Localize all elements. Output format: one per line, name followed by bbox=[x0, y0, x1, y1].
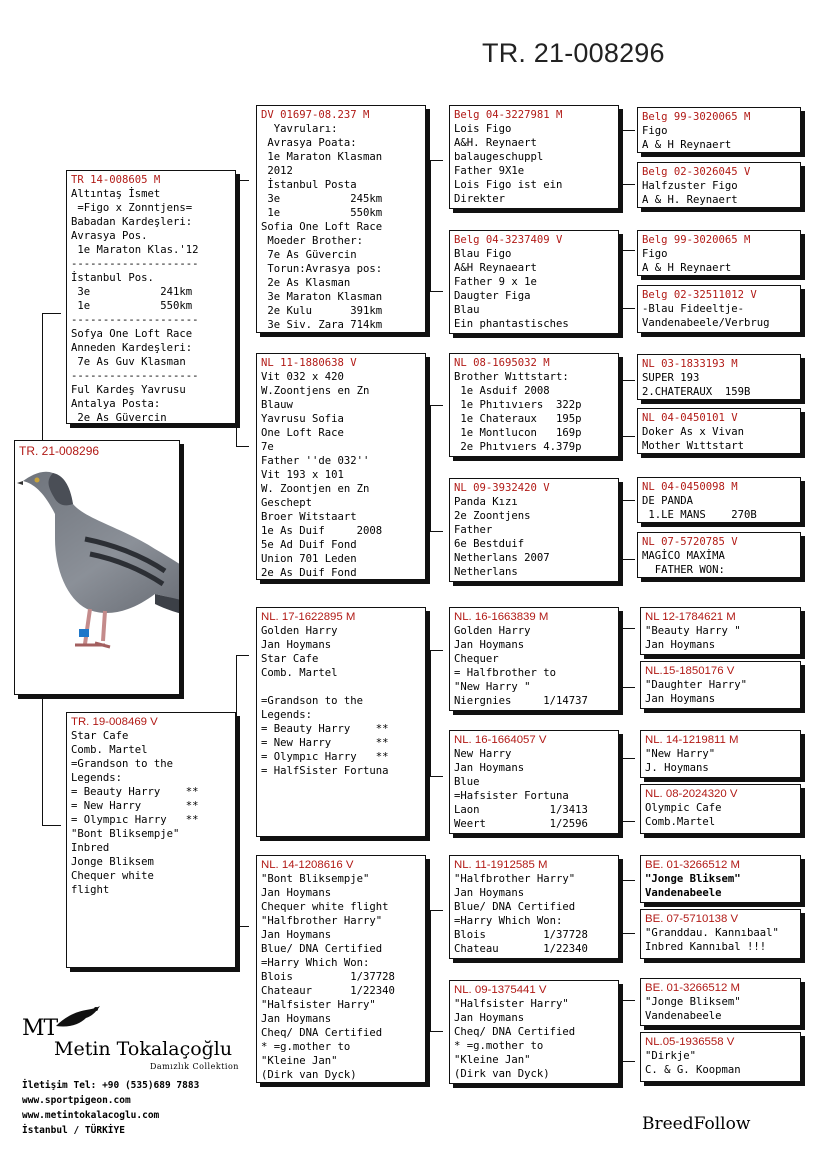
gggp-ring-3: Belg 99-3020065 M bbox=[642, 234, 751, 246]
text-line: Olympic Cafe bbox=[645, 802, 722, 814]
text-line: Jan Hoymans bbox=[261, 887, 332, 899]
text-line: Brother Wıttstart: bbox=[454, 371, 569, 383]
text-line: Star Cafe bbox=[261, 653, 319, 665]
connector bbox=[622, 130, 635, 185]
text-line: 7e As Guv Klasman bbox=[71, 356, 186, 368]
text-line: Chateau 1/22340 bbox=[454, 943, 588, 955]
gggp-info-14 bbox=[645, 926, 796, 954]
gggp-card-5 bbox=[637, 354, 801, 400]
text-line: Blue/ DNA Certified bbox=[454, 901, 576, 913]
text-line: Golden Harry bbox=[454, 625, 531, 637]
ggp-mfm-ring: NL. 16-1664057 V bbox=[454, 734, 547, 746]
connector bbox=[622, 758, 635, 822]
maternal-grandfather-card bbox=[256, 607, 426, 837]
text-line: Ful Kardeş Yavrusu bbox=[71, 384, 186, 396]
text-line: www.metintokalacoglu.com bbox=[22, 1110, 160, 1121]
text-line: = Beauty Harry ** bbox=[261, 723, 389, 735]
text-line: 2e As Klasman bbox=[261, 277, 351, 289]
text-line: "Dirkje" bbox=[645, 1050, 697, 1062]
text-line: Blois 1/37728 bbox=[261, 971, 395, 983]
gggp-info-10 bbox=[645, 678, 796, 706]
gggp-ring-16: NL.05-1936558 V bbox=[645, 1036, 735, 1048]
text-line: Chateaur 1/22340 bbox=[261, 985, 395, 997]
text-line: "New Harry " bbox=[454, 681, 531, 693]
text-line: Union 701 Leden bbox=[261, 553, 357, 565]
gggp-card-3 bbox=[637, 230, 801, 276]
ggp-fff-ring: Belg 04-3227981 M bbox=[454, 109, 563, 121]
text-line: SUPER 193 bbox=[642, 372, 700, 384]
gggp-info-13 bbox=[645, 872, 796, 900]
gggp-card-2 bbox=[637, 162, 801, 208]
ggp-fff-info bbox=[454, 122, 614, 206]
text-line: Lois Figo bbox=[454, 123, 512, 135]
text-line: Anneden Kardeşleri: bbox=[71, 342, 193, 354]
text-line: Weert 1/2596 bbox=[454, 818, 588, 830]
text-line: "Halfsister Harry" bbox=[261, 999, 376, 1011]
paternal-grandfather-info bbox=[261, 122, 421, 332]
text-line: (Dirk van Dyck) bbox=[261, 1069, 357, 1081]
text-line: =Grandson to the bbox=[71, 758, 174, 770]
text-line: "Bont Bliksempje" bbox=[71, 828, 180, 840]
breeder-name: Metin Tokalaçoğlu bbox=[54, 1038, 233, 1060]
text-line: =Grandson to the bbox=[261, 695, 364, 707]
text-line: =Harry Which Won: bbox=[454, 915, 563, 927]
text-line: A & H Reynaert bbox=[642, 262, 732, 274]
ggp-fmf-card bbox=[449, 353, 619, 457]
ggp-mmm-ring: NL. 09-1375441 V bbox=[454, 984, 547, 996]
gggp-ring-13: BE. 01-3266512 M bbox=[645, 859, 740, 871]
text-line: -------------------- bbox=[71, 258, 199, 270]
connector bbox=[430, 910, 443, 1032]
father-info bbox=[71, 187, 231, 424]
gggp-ring-5: NL 03-1833193 M bbox=[642, 358, 738, 370]
mother-ring: TR. 19-008469 V bbox=[71, 716, 158, 728]
gggp-ring-4: Belg 02-32511012 V bbox=[642, 289, 757, 301]
text-line: Blau bbox=[454, 304, 480, 316]
ggp-ffm-info bbox=[454, 247, 614, 331]
text-line: Halfzuster Figo bbox=[642, 180, 738, 192]
text-line: 1e Chateraux 195p bbox=[454, 413, 582, 425]
logo-mark: MT bbox=[22, 1016, 58, 1041]
text-line: Laon 1/3413 bbox=[454, 804, 588, 816]
gggp-ring-12: NL. 08-2024320 V bbox=[645, 788, 738, 800]
text-line: "New Harry" bbox=[645, 748, 716, 760]
gggp-info-9 bbox=[645, 624, 796, 652]
text-line: W. Zoontjen en Zn bbox=[261, 483, 370, 495]
ggp-mmm-info bbox=[454, 997, 614, 1081]
text-line: "Bont Bliksempje" bbox=[261, 873, 370, 885]
ggp-mfm-card bbox=[449, 730, 619, 834]
connector bbox=[236, 180, 249, 447]
ggp-fmm-card bbox=[449, 478, 619, 582]
text-line: 1e 550km bbox=[71, 300, 193, 312]
text-line: Jan Hoymans bbox=[261, 1013, 332, 1025]
text-line: Geschept bbox=[261, 497, 313, 509]
text-line: * =g.mother to bbox=[261, 1041, 351, 1053]
text-line: Vandenabeele/Verbrug bbox=[642, 317, 770, 329]
gggp-card-12 bbox=[640, 784, 801, 834]
text-line: Blois 1/37728 bbox=[454, 929, 588, 941]
ggp-mmf-info bbox=[454, 872, 614, 956]
text-line: Jan Hoymans bbox=[261, 639, 332, 651]
text-line: 1e Phıtıvıers 322p bbox=[454, 399, 582, 411]
maternal-grandmother-ring: NL. 14-1208616 V bbox=[261, 859, 354, 871]
connector bbox=[622, 880, 635, 934]
ggp-mff-ring: NL. 16-1663839 M bbox=[454, 611, 549, 623]
connector bbox=[42, 313, 61, 440]
gggp-info-16 bbox=[645, 1049, 796, 1077]
text-line: Vandenabeele bbox=[645, 887, 722, 899]
text-line: Blauw bbox=[261, 399, 293, 411]
text-line: Torun:Avrasya pos: bbox=[261, 263, 383, 275]
gggp-card-14 bbox=[640, 909, 801, 959]
gggp-info-5 bbox=[642, 371, 796, 399]
ggp-mmf-ring: NL. 11-1912585 M bbox=[454, 859, 548, 871]
connector bbox=[622, 500, 635, 560]
ggp-mff-info bbox=[454, 624, 614, 708]
text-line: DE PANDA bbox=[642, 495, 694, 507]
text-line: Comb. Martel bbox=[261, 667, 338, 679]
text-line: 2e Zoontjens bbox=[454, 510, 531, 522]
gggp-card-9 bbox=[640, 607, 801, 655]
text-line: Chequer white bbox=[71, 870, 154, 882]
text-line: Father 9X1e bbox=[454, 165, 525, 177]
pigeon-photo bbox=[15, 459, 180, 669]
text-line: 5e Ad Duif Fond bbox=[261, 539, 357, 551]
gggp-card-16 bbox=[640, 1032, 801, 1082]
ggp-fmf-ring: NL 08-1695032 M bbox=[454, 357, 550, 369]
text-line: Direkter bbox=[454, 193, 506, 205]
gggp-ring-6: NL 04-0450101 V bbox=[642, 412, 738, 424]
text-line: New Harry bbox=[454, 748, 512, 760]
subject-bird-card bbox=[14, 440, 180, 695]
text-line: balaugeschuppl bbox=[454, 151, 544, 163]
gggp-ring-7: NL 04-0450098 M bbox=[642, 481, 738, 493]
text-line: Babadan Kardeşleri: bbox=[71, 216, 193, 228]
text-line: = New Harry ** bbox=[261, 737, 389, 749]
text-line: "Kleine Jan" bbox=[454, 1054, 531, 1066]
text-line: İstanbul Pos. bbox=[71, 272, 154, 284]
text-line: Jan Hoymans bbox=[454, 887, 525, 899]
text-line: Inbred bbox=[71, 842, 110, 854]
text-line: "Granddau. Kannıbaal" bbox=[645, 927, 779, 939]
gggp-ring-1: Belg 99-3020065 M bbox=[642, 111, 751, 123]
text-line: MAGİCO MAXİMA bbox=[642, 550, 725, 562]
gggp-info-12 bbox=[645, 801, 796, 829]
gggp-card-1 bbox=[637, 107, 801, 153]
text-line: = New Harry ** bbox=[71, 800, 199, 812]
text-line: (Dirk van Dyck) bbox=[454, 1068, 550, 1080]
gggp-card-6 bbox=[637, 408, 801, 454]
text-line: =Hafsister Fortuna bbox=[454, 790, 569, 802]
gggp-info-2 bbox=[642, 179, 796, 207]
text-line: =Figo x Zonntjens= bbox=[71, 202, 193, 214]
gggp-ring-10: NL.15-1850176 V bbox=[645, 665, 735, 677]
ggp-fff-card bbox=[449, 105, 619, 209]
gggp-info-1 bbox=[642, 124, 796, 152]
ggp-mff-card bbox=[449, 607, 619, 711]
connector bbox=[430, 405, 443, 532]
ggp-ffm-card bbox=[449, 230, 619, 334]
maternal-grandmother-info bbox=[261, 872, 421, 1082]
ggp-mmf-card bbox=[449, 855, 619, 959]
text-line: Legends: bbox=[71, 772, 123, 784]
text-line: İstanbul / TÜRKİYE bbox=[22, 1125, 125, 1136]
text-line: 1e Asduif 2008 bbox=[454, 385, 550, 397]
gggp-card-15 bbox=[640, 978, 801, 1026]
mother-info bbox=[71, 729, 231, 897]
text-line: Blau Figo bbox=[454, 248, 512, 260]
text-line: "Halfbrother Harry" bbox=[261, 915, 383, 927]
text-line: 2e As Duif Fond bbox=[261, 567, 357, 579]
gggp-ring-9: NL 12-1784621 M bbox=[645, 611, 736, 623]
text-line: Legends: bbox=[261, 709, 313, 721]
text-line: "Halfsister Harry" bbox=[454, 998, 569, 1010]
gggp-ring-8: NL 07-5720785 V bbox=[642, 536, 738, 548]
text-line: -Blau Fideeltje- bbox=[642, 303, 745, 315]
pigeon-logo-icon bbox=[52, 1004, 102, 1032]
text-line: Jan Hoymans bbox=[454, 762, 525, 774]
father-ring: TR 14-008605 M bbox=[71, 174, 161, 186]
gggp-card-8 bbox=[637, 532, 801, 578]
text-line: Jan Hoymans bbox=[261, 929, 332, 941]
text-line: 1e As Duif 2008 bbox=[261, 525, 383, 537]
gggp-ring-15: BE. 01-3266512 M bbox=[645, 982, 740, 994]
text-line: "Beauty Harry " bbox=[645, 625, 741, 637]
text-line: 2012 bbox=[261, 165, 293, 177]
text-line: "Jonge Bliksem" bbox=[645, 873, 741, 885]
text-line: 2e As Güvercin bbox=[71, 412, 167, 424]
text-line: Mother Wıttstart bbox=[642, 440, 745, 452]
text-line: Avrasya Pos. bbox=[71, 230, 148, 242]
text-line: = Olympıc Harry ** bbox=[71, 814, 199, 826]
text-line: Jan Hoymans bbox=[454, 639, 525, 651]
ggp-mmm-card bbox=[449, 980, 619, 1084]
text-line: One Loft Race bbox=[261, 427, 344, 439]
text-line: C. & G. Koopman bbox=[645, 1064, 741, 1076]
text-line: 7e bbox=[261, 441, 274, 453]
text-line: Sofia One Loft Race bbox=[261, 221, 383, 233]
text-line: 3e Maraton Klasman bbox=[261, 291, 383, 303]
text-line: = HalfSister Fortuna bbox=[261, 765, 389, 777]
text-line: Jan Hoymans bbox=[645, 693, 716, 705]
text-line: 1.LE MANS 270B bbox=[642, 509, 757, 521]
gggp-ring-14: BE. 07-5710138 V bbox=[645, 913, 739, 925]
gggp-card-10 bbox=[640, 661, 801, 709]
paternal-grandfather-card bbox=[256, 105, 426, 333]
text-line: Father 9 x 1e bbox=[454, 276, 537, 288]
text-line: A & H Reynaert bbox=[642, 139, 732, 151]
connector bbox=[622, 380, 635, 437]
text-line: Star Cafe bbox=[71, 730, 129, 742]
text-line: "Halfbrother Harry" bbox=[454, 873, 576, 885]
text-line: -------------------- bbox=[71, 370, 199, 382]
text-line: Chequer bbox=[454, 653, 499, 665]
text-line: Cheq/ DNA Certified bbox=[454, 1026, 576, 1038]
ggp-fmm-ring: NL 09-3932420 V bbox=[454, 482, 550, 494]
text-line: A&H. Reynaert bbox=[454, 137, 537, 149]
ggp-ffm-ring: Belg 04-3237409 V bbox=[454, 234, 563, 246]
text-line: Father bbox=[454, 524, 493, 536]
subject-bird-code: TR. 21-008296 bbox=[19, 444, 100, 458]
text-line: Doker As x Vivan bbox=[642, 426, 745, 438]
connector bbox=[622, 1000, 635, 1062]
gggp-info-8 bbox=[642, 549, 796, 577]
gggp-info-15 bbox=[645, 995, 796, 1023]
connector bbox=[430, 160, 443, 292]
gggp-info-7 bbox=[642, 494, 796, 522]
maternal-grandfather-info bbox=[261, 624, 421, 778]
page-title: TR. 21-008296 bbox=[482, 38, 665, 68]
text-line: Niergnies 1/14737 bbox=[454, 695, 588, 707]
text-line: Figo bbox=[642, 248, 668, 260]
text-line: 7e As Güvercin bbox=[261, 249, 357, 261]
maternal-grandmother-card bbox=[256, 855, 426, 1083]
text-line: Sofya One Loft Race bbox=[71, 328, 193, 340]
gggp-card-13 bbox=[640, 855, 801, 903]
text-line: 6e Bestduif bbox=[454, 538, 525, 550]
text-line: Inbred Kannıbal !!! bbox=[645, 941, 767, 953]
text-line: Jan Hoymans bbox=[645, 639, 716, 651]
gggp-info-3 bbox=[642, 247, 796, 275]
text-line: Yavrusu Sofia bbox=[261, 413, 344, 425]
father-card bbox=[66, 170, 236, 424]
text-line: Avrasya Poata: bbox=[261, 137, 357, 149]
paternal-grandfather-ring: DV 01697-08.237 M bbox=[261, 109, 370, 121]
text-line: 1e Montlucon 169p bbox=[454, 427, 582, 439]
text-line: 1e Maraton Klas.'12 bbox=[71, 244, 199, 256]
text-line: = Olympıc Harry ** bbox=[261, 751, 389, 763]
text-line: 2e Phıtvıers 4.379p bbox=[454, 441, 582, 453]
text-line: www.sportpigeon.com bbox=[22, 1095, 131, 1106]
text-line: İletişim Tel: +90 (535)689 7883 bbox=[22, 1080, 200, 1091]
gggp-ring-2: Belg 02-3026045 V bbox=[642, 166, 751, 178]
text-line: Blue/ DNA Certified bbox=[261, 943, 383, 955]
text-line: Netherlans bbox=[454, 566, 518, 578]
text-line: Daugter Figa bbox=[454, 290, 531, 302]
text-line: 3e Siv. Zara 714km bbox=[261, 319, 383, 331]
text-line: "Daughter Harry" bbox=[645, 679, 748, 691]
text-line: Moeder Brother: bbox=[261, 235, 364, 247]
text-line: = Beauty Harry ** bbox=[71, 786, 199, 798]
text-line: 1e Maraton Klasman bbox=[261, 151, 383, 163]
text-line: FATHER WON: bbox=[642, 564, 725, 576]
text-line: 3e 241km bbox=[71, 286, 193, 298]
text-line: J. Hoymans bbox=[645, 762, 709, 774]
paternal-grandmother-card bbox=[256, 353, 426, 580]
text-line: A & H. Reynaert bbox=[642, 194, 738, 206]
gggp-ring-11: NL. 14-1219811 M bbox=[645, 734, 739, 746]
text-line: Panda Kızı bbox=[454, 496, 518, 508]
maternal-grandfather-ring: NL. 17-1622895 M bbox=[261, 611, 356, 623]
connector bbox=[622, 628, 635, 688]
text-line: Comb.Martel bbox=[645, 816, 716, 828]
connector bbox=[430, 650, 443, 777]
text-line: Father ''de 032'' bbox=[261, 455, 370, 467]
text-line: Jonge Bliksem bbox=[71, 856, 154, 868]
text-line: Yavruları: bbox=[261, 123, 338, 135]
contact-info bbox=[22, 1078, 199, 1138]
text-line: Vandenabeele bbox=[645, 1010, 722, 1022]
text-line: Cheq/ DNA Certified bbox=[261, 1027, 383, 1039]
ggp-mfm-info bbox=[454, 747, 614, 831]
gggp-info-4 bbox=[642, 302, 796, 330]
paternal-grandmother-info bbox=[261, 370, 421, 580]
text-line: -------------------- bbox=[71, 314, 199, 326]
text-line: 3e 245km bbox=[261, 193, 383, 205]
text-line: Golden Harry bbox=[261, 625, 338, 637]
text-line: Netherlans 2007 bbox=[454, 552, 550, 564]
text-line: Antalya Posta: bbox=[71, 398, 161, 410]
text-line: * =g.mother to bbox=[454, 1040, 544, 1052]
text-line: Lois Figo ist ein bbox=[454, 179, 563, 191]
text-line: flight bbox=[71, 884, 110, 896]
text-line: "Jonge Bliksem" bbox=[645, 996, 741, 1008]
text-line: Altıntaş İsmet bbox=[71, 188, 161, 200]
text-line: = Halfbrother to bbox=[454, 667, 557, 679]
text-line: Chequer white flight bbox=[261, 901, 389, 913]
text-line: 1e 550km bbox=[261, 207, 383, 219]
text-line: 2e Kulu 391km bbox=[261, 305, 383, 317]
text-line: 2.CHATERAUX 159B bbox=[642, 386, 751, 398]
text-line: Broer Witstaart bbox=[261, 511, 357, 523]
mother-card bbox=[66, 712, 236, 968]
connector bbox=[42, 695, 61, 826]
ggp-fmf-info bbox=[454, 370, 614, 454]
connector bbox=[236, 655, 249, 927]
text-line: İstanbul Posta bbox=[261, 179, 357, 191]
text-line: Vit 193 x 101 bbox=[261, 469, 344, 481]
paternal-grandmother-ring: NL 11-1880638 V bbox=[261, 357, 357, 369]
brand-name: BreedFollow bbox=[642, 1114, 751, 1134]
text-line: =Harry Which Won: bbox=[261, 957, 370, 969]
text-line: W.Zoontjens en Zn bbox=[261, 385, 370, 397]
text-line: Ein phantastisches bbox=[454, 318, 569, 330]
text-line: Comb. Martel bbox=[71, 744, 148, 756]
gggp-card-4 bbox=[637, 285, 801, 333]
connector bbox=[622, 250, 635, 309]
gggp-info-6 bbox=[642, 425, 796, 453]
text-line: Figo bbox=[642, 125, 668, 137]
text-line: Vit 032 x 420 bbox=[261, 371, 344, 383]
text-line: Blue bbox=[454, 776, 480, 788]
text-line: "Kleine Jan" bbox=[261, 1055, 338, 1067]
text-line: Jan Hoymans bbox=[454, 1012, 525, 1024]
ggp-fmm-info bbox=[454, 495, 614, 579]
breeder-subtitle: Damızlık Collektion bbox=[150, 1062, 239, 1071]
text-line bbox=[261, 680, 421, 694]
gggp-card-11 bbox=[640, 730, 801, 778]
text-line: A&H Reynaeart bbox=[454, 262, 537, 274]
gggp-info-11 bbox=[645, 747, 796, 775]
gggp-card-7 bbox=[637, 477, 801, 523]
